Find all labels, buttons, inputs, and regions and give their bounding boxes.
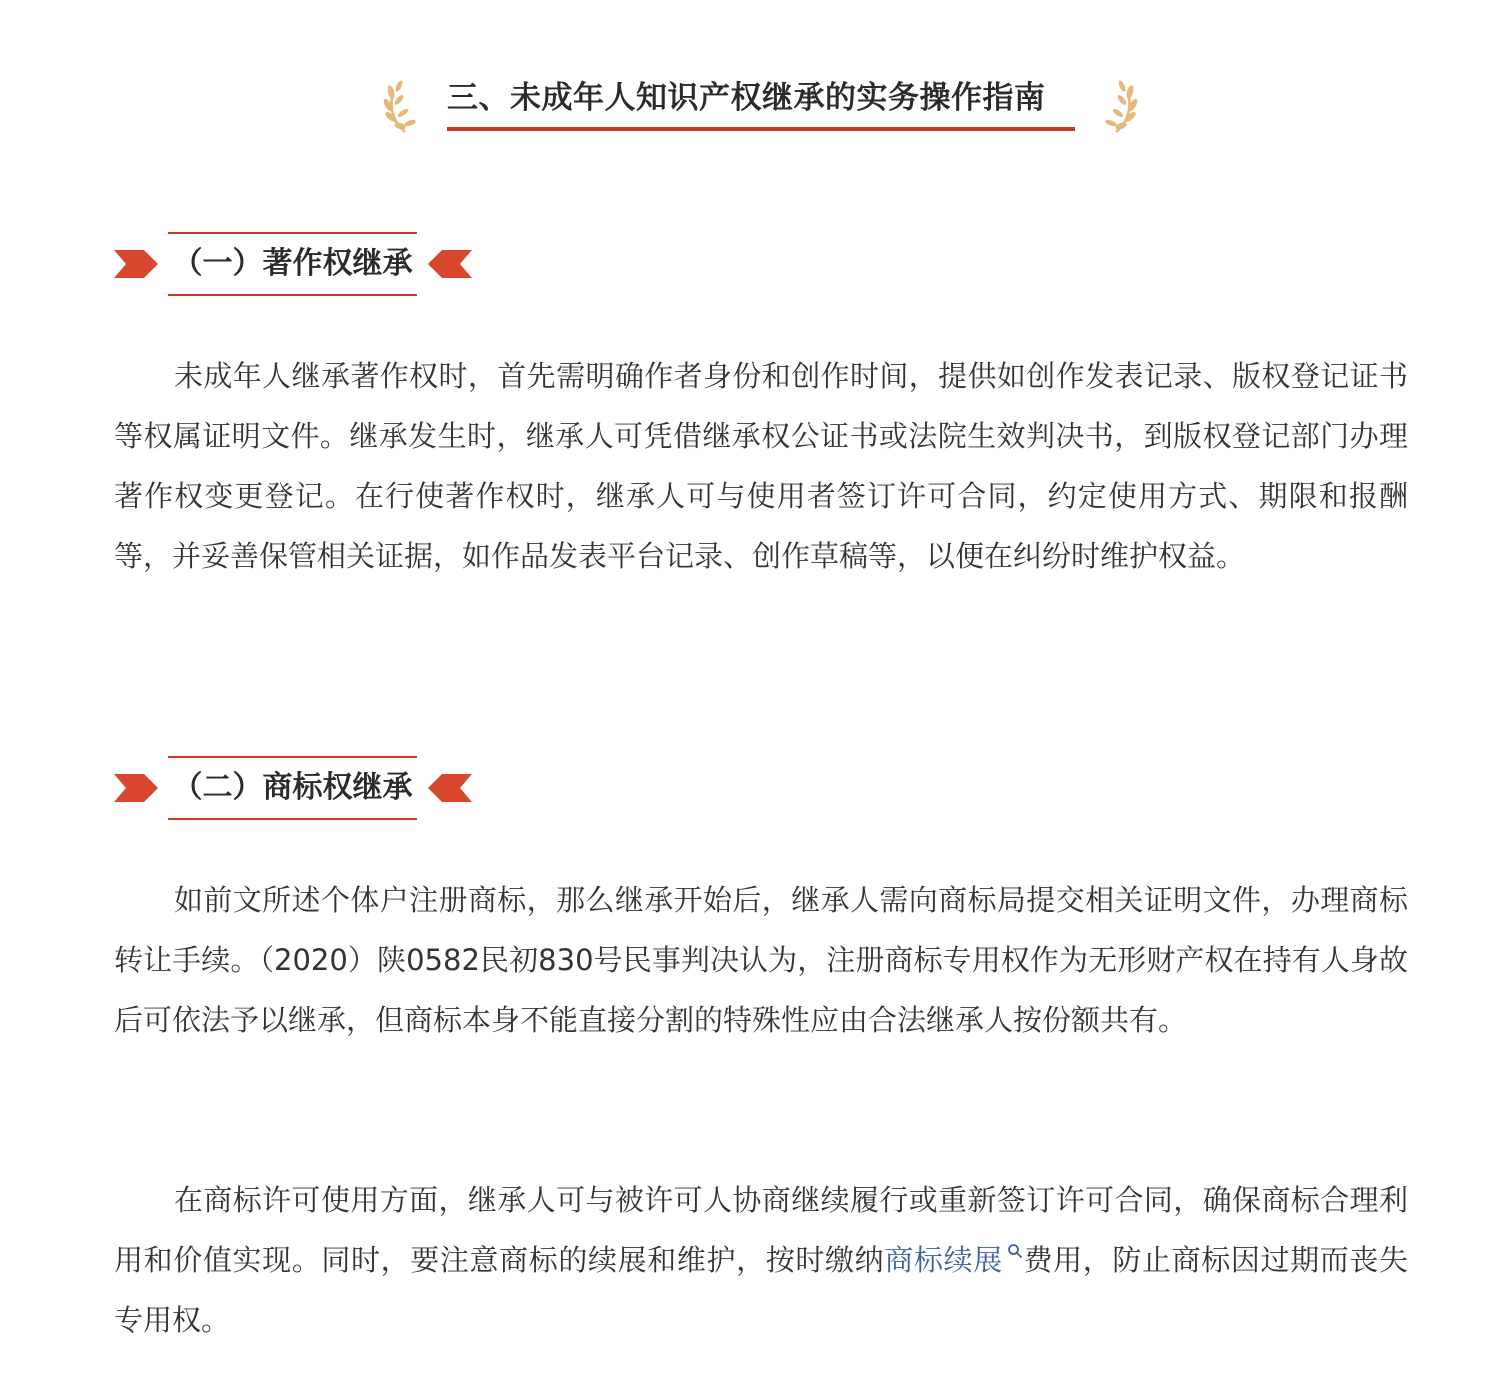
trademark-renewal-link[interactable]: 商标续展 xyxy=(884,1243,1003,1277)
heading-rule-top xyxy=(168,756,417,758)
section-title: （二）商标权继承 xyxy=(172,770,413,805)
section-heading-copyright xyxy=(110,232,480,298)
section-title: （一）著作权继承 xyxy=(172,246,413,281)
heading-rule-bottom xyxy=(168,818,417,820)
paragraph-text: 费用，防止商标因过期而丧失专用权。 xyxy=(114,1243,1408,1337)
search-icon[interactable] xyxy=(1007,1243,1023,1259)
chevron-left-icon xyxy=(428,250,472,278)
section-heading-trademark xyxy=(110,756,480,822)
paragraph-text: 在商标许可使用方面，继承人可与被许可人协商继续履行或重新签订许可合同，确保商标合理利用和价值实现。同时，要注意商标的续展和维护，按时缴纳 xyxy=(114,1183,1408,1277)
paragraph xyxy=(114,1170,1408,1350)
chevron-right-icon xyxy=(114,774,158,802)
laurel-left-icon xyxy=(383,78,417,134)
heading-rule-top xyxy=(168,232,417,234)
heading-rule-bottom xyxy=(168,294,417,296)
chevron-right-icon xyxy=(114,250,158,278)
main-heading xyxy=(0,74,1505,144)
paragraph: 未成年人继承著作权时，首先需明确作者身份和创作时间，提供如创作发表记录、版权登记证书等权属证明文件。继承发生时，继承人可凭借继承权公证书或法院生效判决书，到版权登记部门办理著作权变更登记。在行使著作权时，继承人可与使用者签订许可合同，约定使用方式、期限和报酬等，并妥善保管相关证据，如作品发表平台记录、创作草稿等，以便在纠纷时维护权益。 xyxy=(114,359,1408,573)
page-title: 三、未成年人知识产权继承的实务操作指南 xyxy=(447,80,1046,116)
title-underline xyxy=(447,127,1075,131)
paragraph: 如前文所述个体户注册商标，那么继承开始后，继承人需向商标局提交相关证明文件，办理商标转让手续。（2020）陕0582民初830号民事判决认为，注册商标专用权作为无形财产权在持有人身故后可依法予以继承，但商标本身不能直接分割的特殊性应由合法继承人按份额共有。 xyxy=(114,883,1408,1037)
laurel-right-icon xyxy=(1104,78,1138,134)
chevron-left-icon xyxy=(428,774,472,802)
